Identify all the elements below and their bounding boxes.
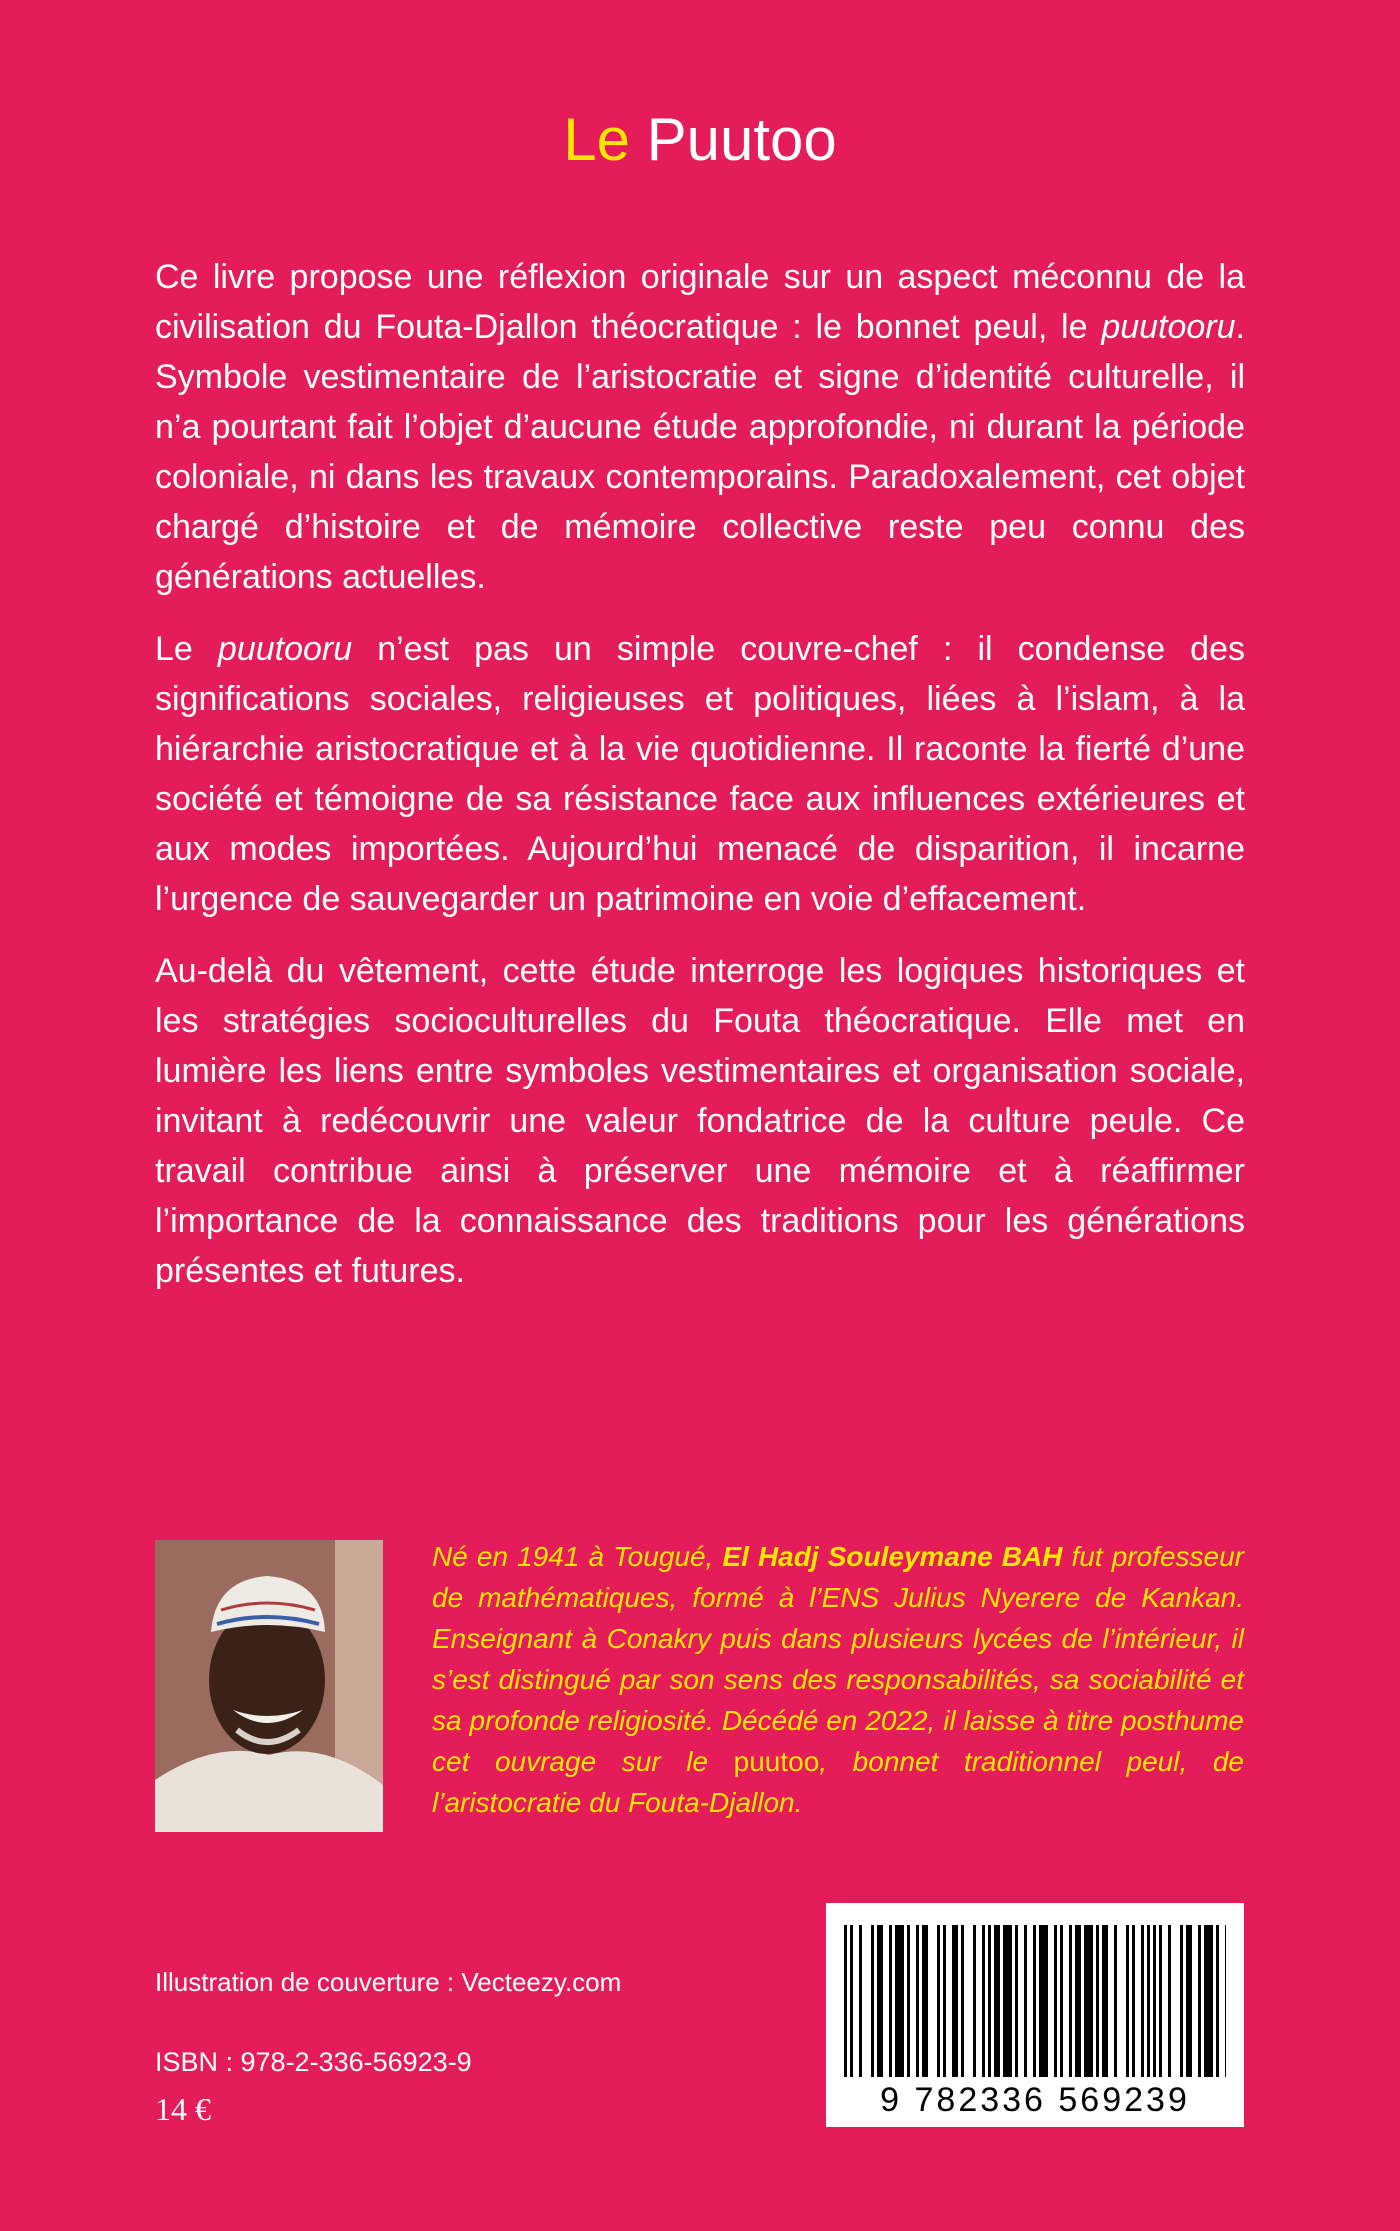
blurb-paragraph-2: [155, 624, 1245, 924]
bio-text-a: Né en 1941 à Tougué,: [432, 1541, 723, 1572]
barcode-bar: [1168, 1925, 1171, 2077]
p2-italic-term: puutooru: [217, 630, 353, 668]
barcode-bar: [1204, 1925, 1213, 2077]
author-bio: [432, 1536, 1244, 1823]
barcode-bar: [859, 1925, 862, 2077]
barcode-bar: [1003, 1925, 1012, 2077]
barcode-bar: [1132, 1925, 1135, 2077]
barcode-bar: [1198, 1925, 1201, 2077]
barcode-bar: [1186, 1925, 1192, 2077]
barcode-bar: [877, 1925, 883, 2077]
barcode-bar: [916, 1925, 919, 2077]
title-article: Le: [563, 106, 630, 173]
barcode-bar: [1126, 1925, 1129, 2077]
price: 14 €: [155, 2091, 211, 2127]
barcode-bar: [871, 1925, 874, 2077]
blurb: [155, 252, 1245, 1296]
barcode-bar: [1096, 1925, 1099, 2077]
barcode-bar: [937, 1925, 940, 2077]
barcode-bar: [1024, 1925, 1027, 2077]
barcode-bar: [1114, 1925, 1117, 2077]
barcode-bar: [943, 1925, 946, 2077]
barcode-bar: [988, 1925, 991, 2077]
barcode-bar: [1102, 1925, 1108, 2077]
barcode-bar: [850, 1925, 853, 2077]
barcode-bar: [844, 1925, 847, 2077]
barcode-bar: [1060, 1925, 1063, 2077]
barcode-bar: [1225, 1925, 1226, 2077]
barcode-bar: [895, 1925, 904, 2077]
title-name: Puutoo: [646, 106, 837, 173]
book-title: [0, 100, 1400, 180]
barcode-bar: [1159, 1925, 1162, 2077]
barcode-bar: [1141, 1925, 1144, 2077]
blurb-paragraph-1: [155, 252, 1245, 602]
barcode-bar: [1147, 1925, 1150, 2077]
blurb-paragraph-3: Au-delà du vêtement, cette étude interroge les logiques historiques et les stratégies socioculturelles du Fouta théocratique. Elle met en lumière les liens entre symboles vestimentaires et organisation sociale, invitant à redécouvrir une valeur fondatrice de la culture peule. Ce travail contribue ainsi à préserver une mémoire et à réaffirmer l’importance de la connaissance des traditions pour les générations présentes et futures.: [155, 952, 1245, 1290]
bio-term: puutoo: [733, 1746, 820, 1777]
barcode-bar: [889, 1925, 892, 2077]
barcode: [826, 1903, 1244, 2127]
barcode-bar: [922, 1925, 928, 2077]
barcode-bar: [1153, 1925, 1156, 2077]
author-photo: [155, 1540, 383, 1832]
barcode-bar: [973, 1925, 976, 2077]
cover-credit: Illustration de couverture : Vecteezy.com: [155, 1967, 622, 1997]
bio-text-b: fut professeur de mathématiques, formé à l’ENS Julius Nyerere de Kankan. Enseignant à Conakry puis dans plusieurs lycées de l’intérieur, il s’est distingué par son sens des responsabilités, sa sociabilité et sa profonde religiosité. Décédé en 2022, il laisse à titre posthume cet ouvrage sur le: [432, 1541, 1244, 1777]
barcode-bar: [1039, 1925, 1048, 2077]
barcode-bar: [994, 1925, 1000, 2077]
p1-text-b: . Symbole vestimentaire de l’aristocratie et signe d’identité culturelle, il n’a pourtant fait l’objet d’aucune étude approfondie, ni durant la période coloniale, ni dans les travaux contemporains. Paradoxalement, cet objet chargé d’histoire et de mémoire collective reste peu connu des générations actuelles.: [155, 308, 1245, 596]
barcode-bar: [1069, 1925, 1072, 2077]
barcode-bar: [961, 1925, 964, 2077]
barcode-bar: [1216, 1925, 1219, 2077]
author-name: El Hadj Souleymane BAH: [722, 1541, 1063, 1572]
p1-text-a: Ce livre propose une réflexion originale sur un aspect méconnu de la civilisation du Fouta-Djallon théocratique : le bonnet peul, le: [155, 258, 1245, 346]
barcode-bar: [1075, 1925, 1081, 2077]
barcode-digits: 9 782336 569239: [880, 2081, 1190, 2119]
barcode-bar: [1015, 1925, 1018, 2077]
isbn: ISBN : 978-2-336-56923-9: [155, 2047, 472, 2077]
bio-text-c: , bonnet traditionnel peul, de l’aristocratie du Fouta-Djallon.: [432, 1746, 1244, 1818]
barcode-bar: [982, 1925, 985, 2077]
barcode-bar: [1033, 1925, 1036, 2077]
barcode-bar: [1054, 1925, 1057, 2077]
p1-italic-term: puutooru: [1101, 308, 1236, 346]
barcode-bar: [952, 1925, 958, 2077]
barcode-bar: [1084, 1925, 1093, 2077]
barcode-bar: [907, 1925, 910, 2077]
barcode-bar: [1180, 1925, 1183, 2077]
p2-text-b: n’est pas un simple couvre-chef : il condense des significations sociales, religieuses et politiques, liées à l’islam, à la hiérarchie aristocratique et à la vie quotidienne. Il raconte la fierté d’une société et témoigne de sa résistance face aux influences extérieures et aux modes importées. Aujourd’hui menacé de disparition, il incarne l’urgence de sauvegarder un patrimoine en voie d’effacement.: [155, 630, 1246, 918]
p2-text-a: Le: [155, 630, 218, 668]
